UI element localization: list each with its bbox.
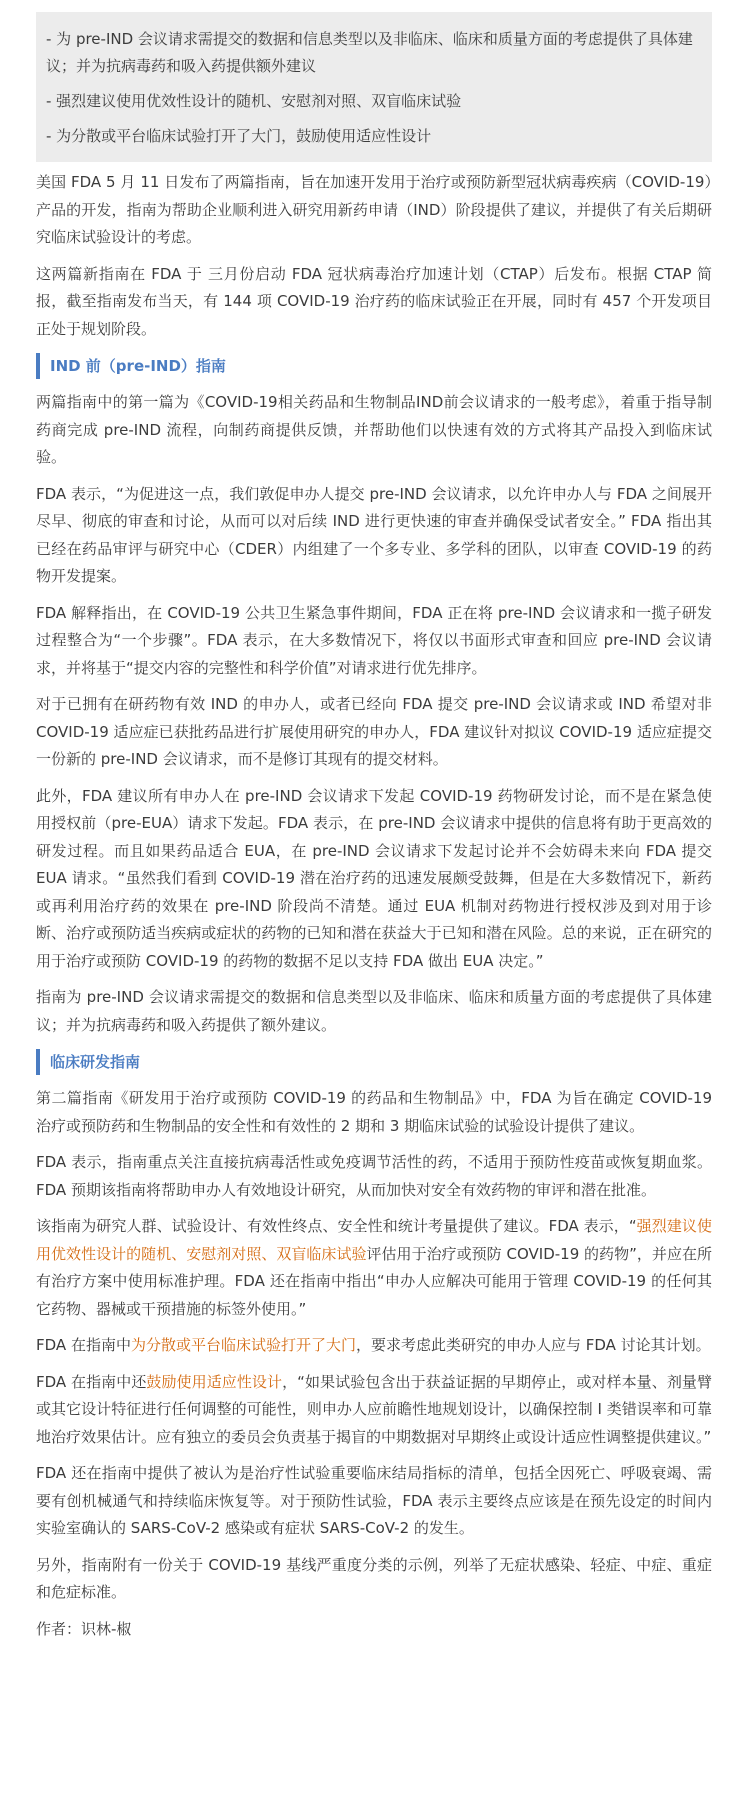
text: 该指南为研究人群、试验设计、有效性终点、安全性和统计考量提供了建议。FDA 表示，“ — [36, 1217, 637, 1235]
paragraph: 对于已拥有在研药物有效 IND 的申办人，或者已经向 FDA 提交 pre-IND 会议请求或 IND 希望对非 COVID-19 适应症已获批药品进行扩展使用研究的申办人，FDA 建议针对拟议 COVID-19 适应症提交一份新的 pre-IND 会议请求，而不是修订其现有的提交材料。 — [36, 695, 712, 768]
text: ，“如果试验包含出于获益证据的早期停止，或对样本量、剂量臂或其它设计特征进行任何调整的可能性，则申办人应前瞻性地规划设计，以确保控制 I 类错误率和可靠地治疗效果估计。应有独立的委员会负责基于揭盲的中期数据对早期终止或设计适应性调整提供建议。” — [36, 1372, 712, 1446]
paragraph: 此外，FDA 建议所有申办人在 pre-IND 会议请求下发起 COVID-19 药物研发讨论，而不是在紧急使用授权前（pre-EUA）请求下发起。FDA 表示，在 pre-IND 会议请求中提供的信息将有助于更高效的研发过程。而且如果药品适合 EUA，在 pre-IND 会议请求下发起讨论并不会妨碍未来向 FDA 提交 EUA 请求。“虽然我们看到 COVID-19 潜在治疗药的迅速发展颇受鼓舞，但是在大多数情况下，新药或再利用治疗药的效果在 pre-IND 阶段尚不清楚。通过 EUA 机制对药物进行授权涉及到对用于诊断、治疗或预防适当疾病或症状的药物的已知和潜在获益大于已知和潜在风险。总的来说，正在研究的用于治疗或预防 COVID-19 的药物的数据不足以支持 FDA 做出 EUA 决定。” — [36, 786, 712, 970]
summary-box — [36, 12, 712, 162]
paragraph: 指南为 pre-IND 会议请求需提交的数据和信息类型以及非临床、临床和质量方面的考虑提供了具体建议；并为抗病毒药和吸入药提供了额外建议。 — [36, 988, 712, 1034]
summary-item: - 强烈建议使用优效性设计的随机、安慰剂对照、双盲临床试验 — [46, 92, 462, 110]
paragraph: FDA 还在指南中提供了被认为是治疗性试验重要临床结局指标的清单，包括全因死亡、呼吸衰竭、需要有创机械通气和持续临床恢复等。对于预防性试验，FDA 表示主要终点应该是在预先设定的时间内实验室确认的 SARS-CoV-2 感染或有症状 SARS-CoV-2 的发生。 — [36, 1464, 712, 1537]
paragraph — [36, 1332, 712, 1360]
text: FDA 在指南中 — [36, 1336, 131, 1354]
highlight-text: 鼓励使用适应性设计 — [146, 1372, 283, 1391]
paragraph: FDA 表示，指南重点关注直接抗病毒活性或免疫调节活性的药，不适用于预防性疫苗或恢复期血浆。FDA 预期该指南将帮助申办人有效地设计研究，从而加快对安全有效药物的审评和潜在批准。 — [36, 1153, 712, 1199]
summary-item: - 为分散或平台临床试验打开了大门，鼓励使用适应性设计 — [46, 127, 432, 145]
section-heading-clinical: 临床研发指南 — [36, 1049, 712, 1075]
paragraph — [36, 1369, 712, 1452]
highlight-text: 强烈建议使用优效性设计的随机、安慰剂对照、双盲临床试验 — [36, 1217, 712, 1263]
summary-item: - 为 pre-IND 会议请求需提交的数据和信息类型以及非临床、临床和质量方面的考虑提供了具体建议；并为抗病毒药和吸入药提供额外建议 — [46, 30, 693, 75]
text: ，要求考虑此类研究的申办人应与 FDA 讨论其计划。 — [355, 1336, 711, 1354]
article — [36, 12, 712, 1643]
intro-paragraph: 这两篇新指南在 FDA 于 三月份启动 FDA 冠状病毒治疗加速计划（CTAP）后发布。根据 CTAP 简报，截至指南发布当天，有 144 项 COVID-19 治疗药的临床试验正在开展，同时有 457 个开发项目正处于规划阶段。 — [36, 264, 712, 338]
paragraph: 另外，指南附有一份关于 COVID-19 基线严重度分类的示例，列举了无症状感染、轻症、中症、重症和危症标准。 — [36, 1555, 712, 1601]
paragraph — [36, 1213, 712, 1323]
section-heading-pre-ind: IND 前（pre-IND）指南 — [36, 353, 712, 379]
author-line: 作者：识林-椒 — [36, 1619, 132, 1638]
text: 评估用于治疗或预防 COVID-19 的药物”，并应在所有治疗方案中使用标准护理。FDA 还在指南中指出“申办人应解决可能用于管理 COVID-19 的任何其它药物、器械或干预措施的标签外使用。” — [36, 1244, 712, 1318]
paragraph: 第二篇指南《研发用于治疗或预防 COVID-19 的药品和生物制品》中，FDA 为旨在确定 COVID-19 治疗或预防药和生物制品的安全性和有效性的 2 期和 3 期临床试验的试验设计提供了建议。 — [36, 1089, 712, 1135]
paragraph: FDA 解释指出，在 COVID-19 公共卫生紧急事件期间，FDA 正在将 pre-IND 会议请求和一揽子研发过程整合为“一个步骤”。FDA 表示，在大多数情况下，将仅以书面形式审查和回应 pre-IND 会议请求，并将基于“提交内容的完整性和科学价值”对请求进行优先排序。 — [36, 603, 712, 677]
paragraph: FDA 表示，“为促进这一点，我们敦促申办人提交 pre-IND 会议请求，以允许申办人与 FDA 之间展开尽早、彻底的审查和讨论，从而可以对后续 IND 进行更快速的审查并确保受试者安全。” FDA 指出其已经在药品审评与研究中心（CDER）内组建了一个多专业、多学科的团队，以审查 COVID-19 的药物开发提案。 — [36, 484, 712, 585]
paragraph: 两篇指南中的第一篇为《COVID-19相关药品和生物制品IND前会议请求的一般考虑》，着重于指导制药商完成 pre-IND 流程，向制药商提供反馈，并帮助他们以快速有效的方式将其产品投入到临床试验。 — [36, 393, 712, 466]
highlight-text: 为分散或平台临床试验打开了大门 — [130, 1336, 356, 1354]
intro-paragraph: 美国 FDA 5 月 11 日发布了两篇指南，旨在加速开发用于治疗或预防新型冠状病毒疾病（COVID-19）产品的开发，指南为帮助企业顺利进入研究用新药申请（IND）阶段提供了建议，并提供了有关后期研究临床试验设计的考虑。 — [36, 173, 712, 246]
text: FDA 在指南中还 — [36, 1372, 147, 1391]
